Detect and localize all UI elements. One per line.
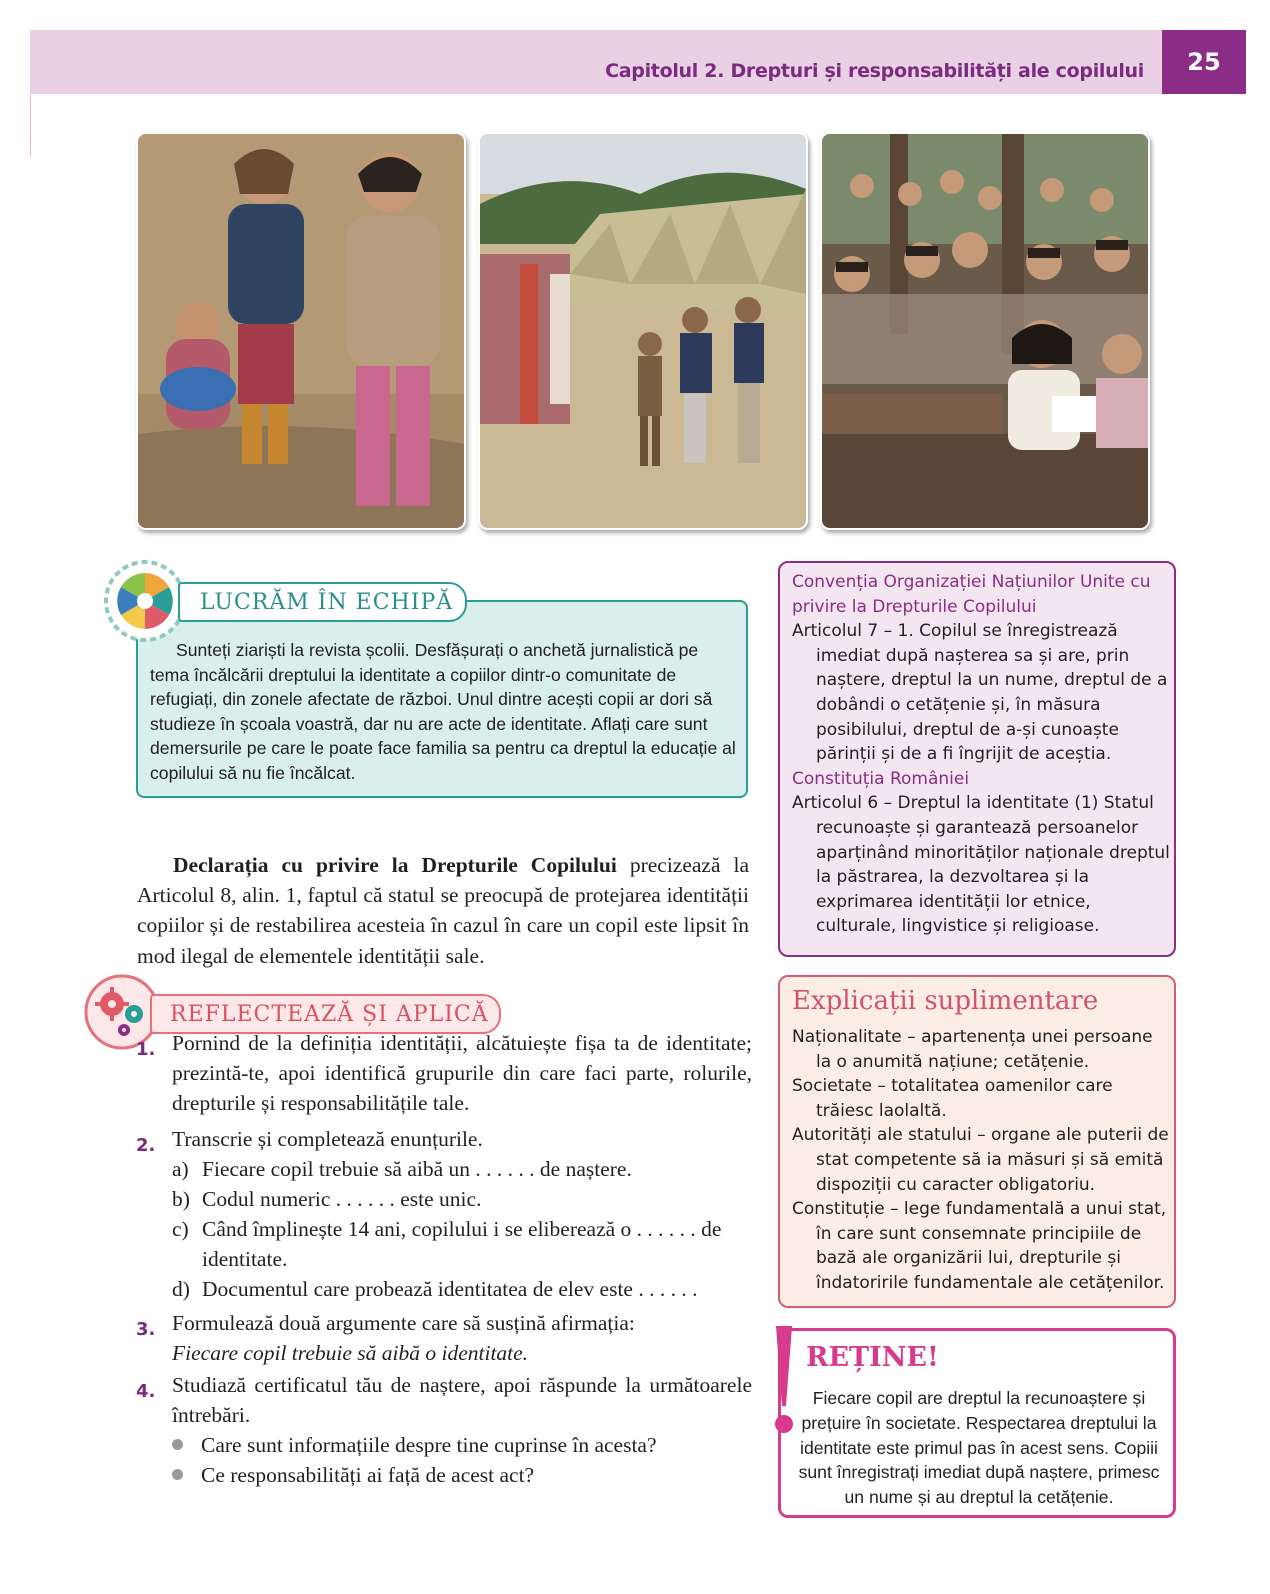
page-number: 25 [1162,30,1246,94]
exercise-2b-letter: b) [172,1187,190,1211]
explanation-term: Societate [792,1076,872,1097]
exercise-2d [172,1274,752,1304]
explanation-definition: – apartenența unei persoane la o anumită națiune; cetățenie. [816,1027,1153,1072]
convention-heading: Convenția Organizației Națiunilor Unite cu privire la Drepturile Copilului [792,572,1151,617]
declaration-text: precizează la Articolul 8, alin. 1, faptul că statul se preocupă de protejarea identității copiilor și de restabilirea acesteia în cazul în care un copil este lipsit în mod ilegal de elementele identității sale. [137,853,749,968]
explanations-title: Explicații suplimentare [792,986,1099,1016]
exercise-4-number: 4. [136,1381,156,1402]
explanations-list [792,1025,1170,1296]
article-7-text: Copilul se înregistrează imediat după nașterea sa și are, prin naștere, dreptul la un nume, dreptul de a dobândi o cetățenie și, în măsura posibilului, dreptul de a-și cunoaște părinții și de a fi îngrijit de aceștia. [816,621,1168,765]
reflect-title: REFLECTEAZĂ ȘI APLICĂ [150,994,501,1034]
declaration-bold: Declarația cu privire la Drepturile Copilului [173,853,617,877]
explanation-item [792,1025,1170,1074]
exercise-2-number: 2. [136,1135,156,1156]
photo-refugee-camp-tents [478,132,808,530]
explanation-definition: – totalitatea oamenilor care trăiesc laolaltă. [816,1076,1113,1121]
team-work-text: Sunteți ziariști la revista școlii. Desfășurați o anchetă jurnalistică pe tema încălcării dreptului la identitate a copiilor dintr-o comunitate de refugiați, din zonele afectate de război. Unul dintre acești copii ar dori să studieze în școala voastră, dar nu are acte de identitate. Aflați care sunt demersurile pe care le poate face familia sa pentru ca dreptul la educație al copilului să nu fie încălcat. [150,640,736,783]
exercise-3-statement: Fiecare copil trebuie să aibă o identitate. [172,1341,529,1365]
exercise-2b-text: Codul numeric . . . . . . este unic. [202,1187,482,1211]
exercise-4-text: Studiază certificatul tău de naștere, apoi răspunde la următoarele întrebări. [172,1373,752,1427]
exercise-2a-letter: a) [172,1157,189,1181]
exercise-2d-letter: d) [172,1277,190,1301]
explanation-item [792,1074,1170,1123]
bullet-dot [172,1439,183,1450]
exercise-3-number: 3. [136,1319,156,1340]
exercise-1-text: Pornind de la definiția identității, alcătuiește fișa ta de identitate; prezintă-te, apoi identifică grupurile din care faci parte, rolurile, drepturile și responsabilitățile tale. [172,1031,752,1115]
explanation-definition: – lege fundamentală a unui stat, în care sunt consemnate principiile de bază ale organizării lui, drepturile și îndatoririle fundamentale ale cetățenilor. [816,1199,1167,1293]
exercise-4-bullet-1-text: Care sunt informațiile despre tine cuprinse în acesta? [201,1433,657,1457]
exercise-3-text: Formulează două argumente care să susțină afirmația: [172,1311,635,1335]
photo-refugee-children [136,132,466,530]
remember-text: Fiecare copil are dreptul la recunoaștere și prețuire în societate. Respectarea dreptului la identitate este primul pas în acest sens. Copiii sunt înregistrați imediat după naștere, primesc un nume și au dreptul la cetățenie. [798,1388,1160,1508]
exercise-2c-text: Când împlinește 14 ani, copilului i se eliberează o . . . . . . de identitate. [202,1217,722,1271]
chapter-title: Capitolul 2. Drepturi și responsabilități ale copilului [605,60,1144,82]
exercise-2c-letter: c) [172,1217,189,1241]
remember-title: REȚINE! [806,1342,939,1373]
exercise-4-bullet-1 [172,1430,657,1460]
exercise-2c [172,1214,752,1274]
declaration-paragraph [137,850,749,971]
exercise-1-number: 1. [136,1039,156,1060]
explanation-term: Naționalitate [792,1027,902,1047]
exercise-2d-text: Documentul care probează identitatea de elev este . . . . . . [202,1277,698,1301]
margin-line [30,94,31,156]
exercise-2a-text: Fiecare copil trebuie să aibă un . . . . . . de naștere. [202,1157,632,1181]
explanation-item [792,1197,1170,1295]
exercise-2a [172,1154,752,1184]
team-work-title: LUCRĂM ÎN ECHIPĂ [178,582,467,622]
article-7 [792,619,1170,767]
convention-box-content [792,570,1170,939]
explanation-definition: – organe ale puterii de stat competente să ia măsuri și să emită dispoziții cu caracter obligatoriu. [816,1125,1169,1195]
explanation-term: Autorități ale statului [792,1125,972,1146]
constitution-heading: Constituția României [792,768,970,789]
exercise-2b [172,1184,752,1214]
exercise-4-bullet-2 [172,1460,534,1490]
exercise-2-text: Transcrie și completează enunțurile. [172,1127,483,1151]
explanation-term: Constituție [792,1199,885,1220]
article-7-lead: Articolul 7 – 1. [792,621,914,642]
team-puzzle-icon [104,560,186,642]
photo-classroom-children [820,132,1150,530]
article-6-lead: Articolul 6 [792,793,879,814]
article-6-text: – Dreptul la identitate (1) Statul recunoaște și garantează persoanelor aparținând minorităților naționale dreptul la păstrarea, la dezvoltarea și la exprimarea identității lor etnice, culturale, lingvistice și religioase. [816,793,1170,937]
bullet-dot [172,1469,183,1480]
explanation-item [792,1123,1170,1197]
article-6 [792,791,1170,939]
exercise-4-bullet-2-text: Ce responsabilități ai față de acest act? [201,1463,535,1487]
